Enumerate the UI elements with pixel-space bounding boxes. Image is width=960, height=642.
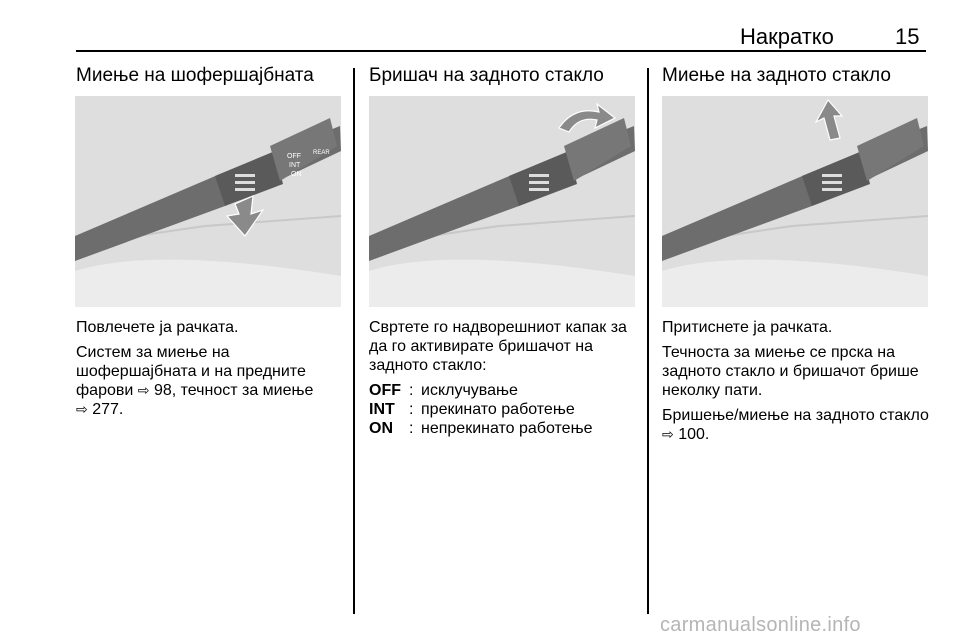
position-key: OFF [369,382,401,399]
watermark: carmanualsonline.info [660,614,861,636]
section-body [76,318,344,425]
position-value: исклучување [421,382,518,399]
position-key: ON [369,420,393,437]
page-number: 15 [895,24,920,49]
separator: : [409,420,414,437]
reference-arrow-icon: ⇨ [76,401,88,417]
instruction-text: Повлечете ја рачката. [76,319,239,336]
int-label: INT [289,162,301,169]
wiper-lever-push-illustration [662,96,928,307]
reference-text: Бришење/миење на задното стакло ⇨ 100. [662,407,929,443]
instruction-text: Притиснете ја рачката. [662,319,833,336]
description-text: Течноста за миење се прска на задното стакло и бришачот брише неколку пати. [662,344,919,399]
off-label: OFF [287,153,301,160]
section-body [369,318,637,438]
description-text: Систем за миење на шофершајбната и на предните фарови ⇨ 98, течност за миење ⇨ 277. [76,344,314,418]
header-rule [76,50,926,52]
rear-label: REAR [313,150,330,156]
separator: : [409,382,414,399]
section-heading: Миење на задното стакло [662,65,891,86]
position-value: прекинато работење [421,401,575,418]
on-label: ON [291,171,302,178]
separator: : [409,401,414,418]
section-heading: Бришач на задното стакло [369,65,604,86]
switch-positions-table [369,381,637,438]
position-value: непрекинато работење [421,420,593,437]
intro-text: Свртете го надворешниот капак за да го активирате бришачот на задното стакло: [369,319,627,374]
header-title: Накратко [740,24,834,49]
reference-arrow-icon: ⇨ [137,382,150,398]
section-body [662,318,930,450]
column-divider-1 [353,68,355,614]
rear-wiper-rotate-illustration [369,96,635,307]
wiper-lever-pull-illustration [75,96,341,307]
column-divider-2 [647,68,649,614]
position-key: INT [369,401,395,418]
reference-arrow-icon: ⇨ [662,426,674,442]
section-heading: Миење на шофершајбната [76,65,314,86]
